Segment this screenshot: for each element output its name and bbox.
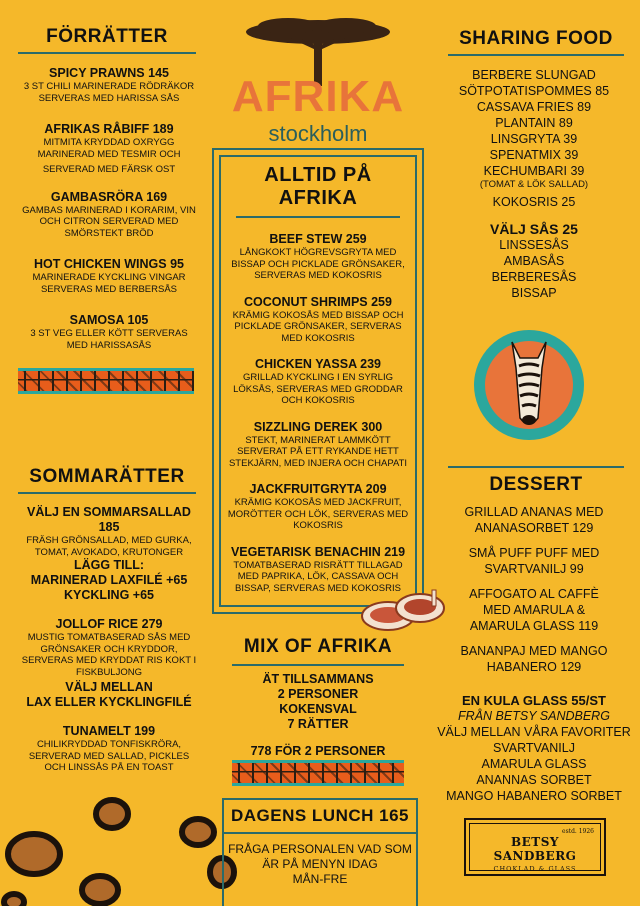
list-item: KECHUMBARI 39 [483,164,585,178]
list-item [6,122,212,176]
list-item [222,482,414,532]
item-desc: SERVERAS MED KRYDDAT RIS KOKT I [21,655,197,666]
list-item [6,190,212,240]
mix-line: 7 RÄTTER [287,717,349,731]
item-line: SMÅ PUFF PUFF MED [468,546,600,560]
item-desc: OCH LINSSÅS PÅ EN TOAST [44,762,174,773]
mix-rule [232,664,404,666]
sommaratter-list [6,505,212,774]
choose-title: VÄLJ MELLAN [65,680,153,694]
mix-price: 778 FÖR 2 PERSONER [250,744,386,758]
item-desc: LÖKSÅS, SERVERAS MED GRODDAR [233,383,403,395]
sauce-item: LINSSESÅS [499,237,569,252]
dessert-section [448,466,624,496]
item-line: SVARTVANILJ 99 [484,562,584,576]
item-desc: STEKJÄRN, MED INJERA OCH CHAPATI [228,457,408,469]
sharing-list [434,67,634,301]
item-desc: SERVERAT PÅ ETT RYKANDE HETT [237,446,399,457]
add-option: KYCKLING +65 [64,588,154,602]
alltid-title-2: AFRIKA [278,187,358,209]
item-desc: GRÖNSAKER OCH KRYDDOR, [40,643,178,655]
sauce-item: BISSAP [511,285,557,300]
sommaratter-rule [18,492,196,494]
sommaratter-section [18,466,196,494]
pattern-strip-left [18,368,194,394]
item-desc: GRILLAD KYCKLING I EN SYRLIG [243,372,393,383]
item-line: AFFOGATO AL CAFFÈ [469,587,599,601]
item-name: JACKFRUITGRYTA 209 [249,482,387,496]
item-desc: BISSAP, SERVERAS MED KOKOSRIS [235,582,401,594]
forratter-rule [18,52,196,54]
item-name: AFRIKAS RÅBIFF 189 [44,122,174,136]
sauce-item: BERBERESÅS [491,269,577,284]
item-desc: 3 ST VEG ELLER KÖTT SERVERAS [30,328,188,339]
list-item [434,545,634,577]
kula-line: VÄLJ MELLAN VÅRA FAVORITER [437,725,631,739]
item-desc: MITMITA KRYDDAD OXRYGG [43,137,175,148]
item-desc: 3 ST CHILI MARINERADE RÖDRÄKOR [23,81,195,92]
list-item [6,257,212,295]
alltid-rule [236,216,400,218]
item-name: COCONUT SHRIMPS 259 [244,294,392,309]
item-desc: OCH KOKOSRIS [281,395,355,406]
pattern-strip-center [232,760,404,786]
choose-options: LAX ELLER KYCKLINGFILÉ [26,695,192,709]
sallad-name: VÄLJ EN SOMMARSALLAD [27,505,191,519]
item-desc: FRÄSH GRÖNSALLAD, MED GURKA, [26,535,192,546]
list-item [6,724,212,774]
alltid-content [222,164,414,594]
betsy-name: BETSY SANDBERG [493,835,577,863]
item-line: AMARULA GLASS 119 [469,619,599,633]
list-item: SÖTPOTATISPOMMES 85 [458,84,610,98]
mix-line: ÄT TILLSAMMANS [262,672,374,686]
item-name: CHICKEN YASSA 239 [255,357,381,371]
item-desc: TOMAT, AVOKADO, KRUTONGER [34,546,184,558]
list-item [6,313,212,351]
dessert-title: DESSERT [489,474,583,495]
mix-line: 2 PERSONER [277,687,359,701]
item-name: SIZZLING DEREK 300 [253,419,383,434]
betsy-sub: CHOKLAD & GLASS [493,865,577,873]
alltid-title-1: ALLTID PÅ [264,164,372,186]
item-desc: SERVERAD MED SALLAD, PICKLES [28,750,190,762]
item-desc: GAMBAS MARINERAD I KORARIM, VIN [22,204,196,216]
list-item: CASSAVA FRIES 89 [476,100,592,114]
item-name: BEEF STEW 259 [269,232,367,246]
item-name: JOLLOF RICE 279 [55,617,163,631]
lunch-box [222,798,418,906]
item-desc: MED HARISSASÅS [66,339,152,351]
kula-line: SVARTVANILJ [493,741,575,755]
item-desc: LÅNGKOKT HÖGREVSGRYTA MED [239,247,397,258]
list-item: SPENATMIX 39 [489,148,579,162]
kula-line: MANGO HABANERO SORBET [446,789,622,803]
list-item [434,504,634,536]
lunch-line: ÄR PÅ MENYN IDAG [262,857,378,871]
item-line: HABANERO 129 [486,660,582,674]
list-item [222,295,414,345]
item-name: SPICY PRAWNS 145 [49,66,169,80]
sauce-title: VÄLJ SÅS 25 [490,220,578,237]
item-desc: MED KOKOSRIS [281,332,355,344]
forratter-list [6,66,212,351]
mix-section [232,636,404,759]
item-desc: MUSTIG TOMATBASERAD SÅS MED [27,632,191,643]
zebra-emblem [472,328,586,442]
list-item: BERBERE SLUNGAD [472,68,596,82]
item-name: GAMBASRÖRA 169 [50,189,168,204]
leopard-spots-decoration [0,780,240,906]
item-desc: STEKT, MARINERAT LAMMKÖTT [245,434,391,446]
list-item [222,232,414,282]
sharing-title: SHARING FOOD [459,28,613,49]
item-desc: TOMATBASERAD RISRÄTT TILLAGAD [233,559,403,571]
mix-line: KOKENSVAL [279,702,357,716]
sauce-item: AMBASÅS [503,253,565,268]
item-name: SAMOSA 105 [69,313,149,327]
forratter-section [18,26,196,54]
sharing-section [448,28,624,56]
add-title: LÄGG TILL: [73,558,145,572]
add-option: MARINERAD LAXFILÉ +65 [30,573,188,587]
item-name: HOT CHICKEN WINGS 95 [33,257,184,271]
lunch-rule [222,832,418,834]
item-desc: SERVERAS MED BERBERSÅS [40,283,178,295]
lunch-line: FRÅGA PERSONALEN VAD SOM [228,842,412,856]
lunch-line: MÅN-FRE [292,872,348,886]
item-desc: MED PAPRIKA, LÖK, CASSAVA OCH [237,571,399,582]
item-desc: MARINERADE KYCKLING VINGAR [32,272,186,283]
item-line: MED AMARULA & [482,603,586,617]
logo [228,16,408,146]
list-item [434,586,634,634]
list-item: PLANTAIN 89 [495,116,573,130]
list-item [222,357,414,407]
item-desc: OCH CITRON SERVERAD MED [39,216,179,227]
item-desc: KRÄMIG KOKOSÅS MED BISSAP OCH [232,309,404,321]
item-desc: SMÖRSTEKT BRÖD [64,227,154,239]
item-desc: SERVERAS MED HARISSA SÅS [38,92,180,104]
item-name: VEGETARISK BENACHIN 219 [230,544,406,559]
logo-word: AFRIKA [231,72,405,121]
item-desc: PICKLADE GRÖNSAKER, SERVERAS [234,321,402,332]
item-name: TUNAMELT 199 [62,724,156,738]
sallad-price: 185 [98,520,120,534]
item-desc: SERVERAD MED FÄRSK OST [42,164,176,175]
item-note: (TOMAT & LÖK SALLAD) [479,179,589,190]
item-desc: KOKOSRIS [293,520,343,531]
sharing-rule [448,54,624,56]
item-desc: BISSAP OCH PICKLADE GRÖNSAKER, [231,258,405,270]
list-item [6,66,212,104]
dessert-rule-top [448,466,624,468]
logo-city: stockholm [268,121,368,146]
item-line: ANANASORBET 129 [474,521,594,535]
dessert-list [434,504,634,804]
item-line: BANANPAJ MED MANGO [460,644,608,658]
list-item: LINSGRYTA 39 [490,132,578,146]
list-item [434,643,634,675]
list-item [6,617,212,710]
kula-line: AMARULA GLASS [481,757,587,771]
kula-line: ANANNAS SORBET [476,773,592,787]
mix-title: MIX OF AFRIKA [243,636,393,657]
lunch-title: DAGENS LUNCH 165 [230,806,410,825]
item-desc: CHILIKRYDDAD TONFISKRÖRA, [36,739,182,750]
list-item [222,420,414,470]
item-desc: FISKBULJONG [76,666,142,678]
item-desc: SERVERAS MED KOKOSRIS [254,270,382,281]
betsy-est: estd. 1926 [562,828,594,835]
forratter-title: FÖRRÄTTER [46,26,168,47]
sommaratter-title: SOMMARÄTTER [29,466,185,487]
item-line: GRILLAD ANANAS MED [464,505,604,519]
item-desc: MARINERAD MED TESMIR OCH [37,148,181,160]
kula-from: FRÅN BETSY SANDBERG [458,709,610,723]
item-desc: MORÖTTER OCH LÖK, SERVERAS MED [227,508,409,520]
item-desc: KRÄMIG KOKOSÅS MED JACKFRUIT, [234,497,402,508]
betsy-sandberg-logo [464,818,606,876]
kula-title: EN KULA GLASS 55/ST [462,693,606,708]
list-item: KOKOSRIS 25 [492,194,576,209]
